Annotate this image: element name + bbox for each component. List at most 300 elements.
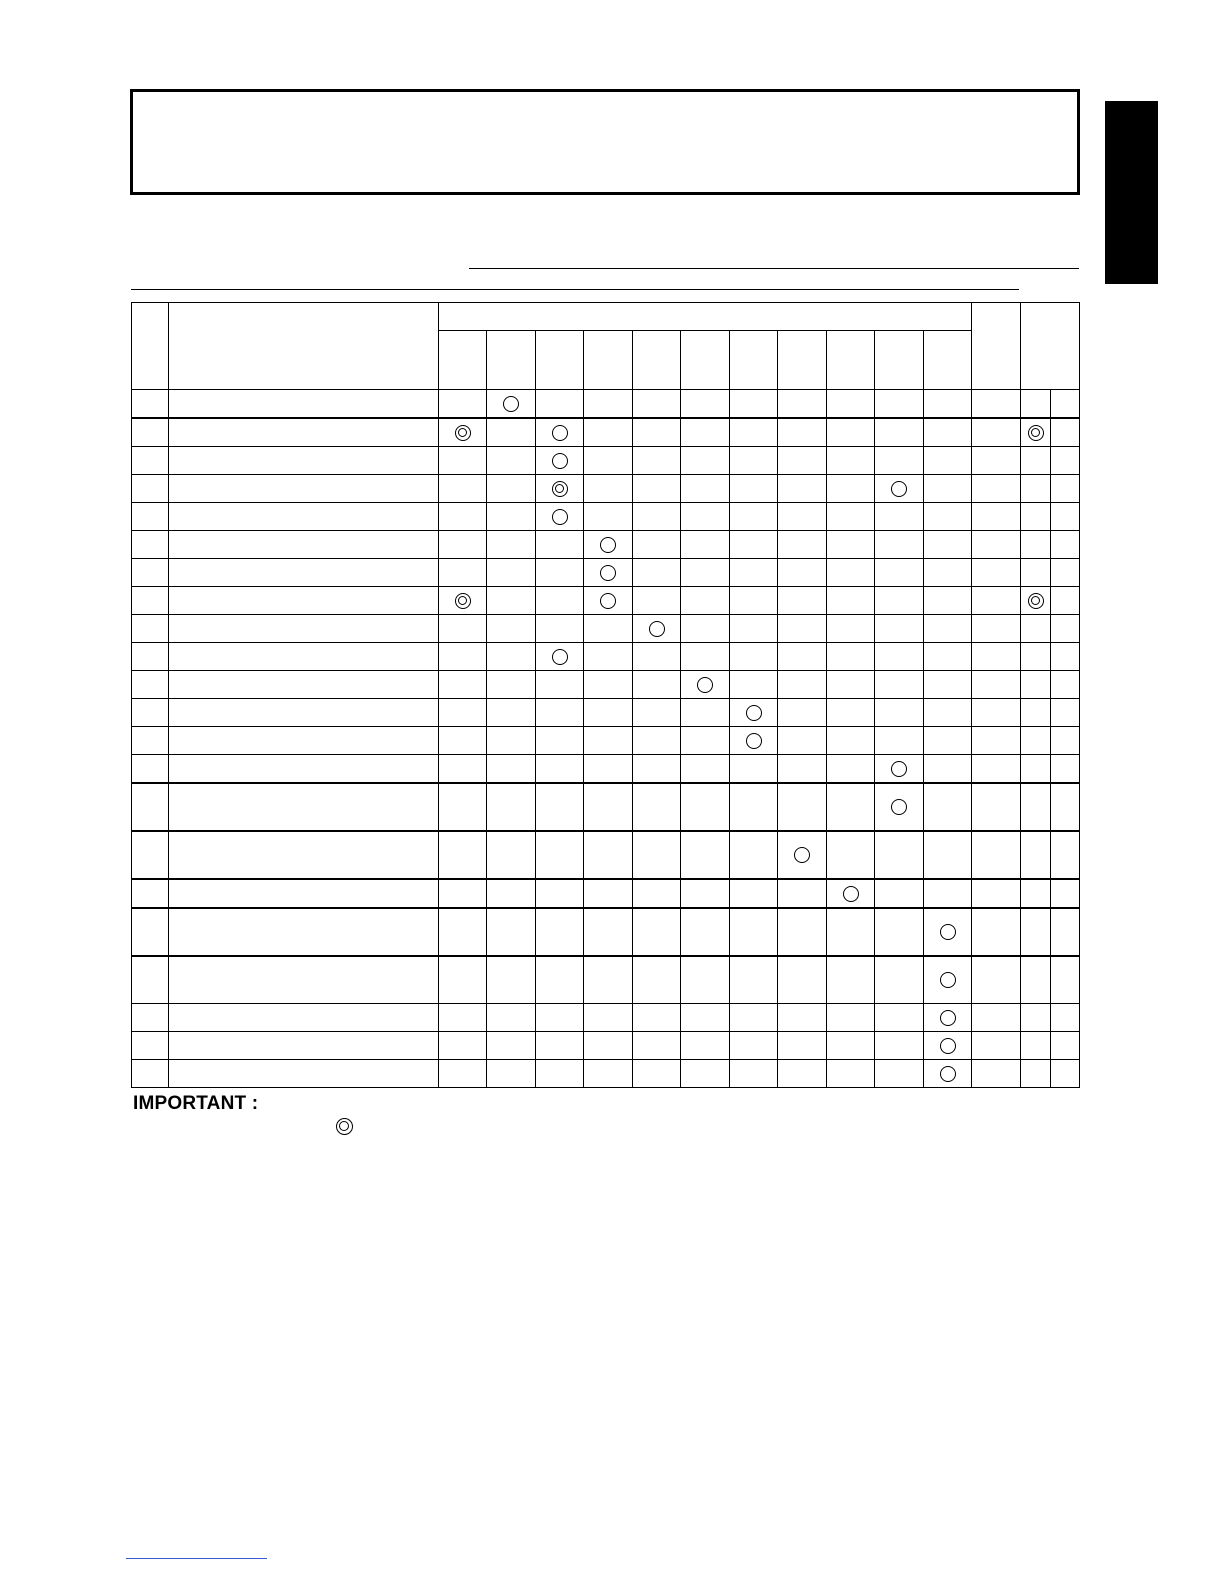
check-cell xyxy=(584,503,633,531)
check-cell xyxy=(536,643,584,671)
circle-icon xyxy=(552,425,568,441)
check-cell xyxy=(681,418,730,447)
check-cell xyxy=(439,956,487,1004)
check-cell xyxy=(439,418,487,447)
check-cell xyxy=(584,390,633,419)
row-item-cell xyxy=(169,587,439,615)
check-cell xyxy=(633,783,681,831)
check-cell xyxy=(633,531,681,559)
check-cell xyxy=(681,671,730,699)
check-cell xyxy=(1051,503,1080,531)
check-cell xyxy=(827,727,875,755)
circle-icon xyxy=(552,509,568,525)
check-cell xyxy=(487,1032,536,1060)
check-cell xyxy=(972,503,1021,531)
check-cell xyxy=(924,755,972,784)
check-cell xyxy=(730,956,778,1004)
check-cell xyxy=(633,727,681,755)
row-item-cell xyxy=(169,699,439,727)
row-number-cell xyxy=(132,755,169,784)
check-cell xyxy=(924,1004,972,1032)
table-header-row xyxy=(132,303,1080,331)
check-cell xyxy=(827,390,875,419)
check-cell xyxy=(439,1004,487,1032)
check-cell xyxy=(584,418,633,447)
row-number-cell xyxy=(132,783,169,831)
row-item-cell xyxy=(169,447,439,475)
check-cell xyxy=(681,908,730,956)
check-cell xyxy=(730,831,778,879)
check-cell xyxy=(778,879,827,908)
check-cell xyxy=(924,831,972,879)
check-cell xyxy=(827,671,875,699)
check-cell xyxy=(633,755,681,784)
check-cell xyxy=(972,559,1021,587)
check-cell xyxy=(778,559,827,587)
circle-icon xyxy=(746,733,762,749)
row-item-cell xyxy=(169,908,439,956)
check-cell xyxy=(536,956,584,1004)
check-cell xyxy=(924,908,972,956)
check-cell xyxy=(1051,879,1080,908)
check-cell xyxy=(487,1004,536,1032)
table-row xyxy=(132,559,1080,587)
table-row xyxy=(132,531,1080,559)
circle-icon xyxy=(600,537,616,553)
header-remarks-cell xyxy=(1021,303,1080,390)
row-item-cell xyxy=(169,390,439,419)
row-item-cell xyxy=(169,643,439,671)
double-circle-icon xyxy=(552,481,568,497)
circle-icon xyxy=(552,453,568,469)
check-cell xyxy=(730,531,778,559)
check-cell xyxy=(1051,831,1080,879)
check-cell xyxy=(924,1032,972,1060)
table-row xyxy=(132,418,1080,447)
check-cell xyxy=(1021,587,1051,615)
check-cell xyxy=(778,908,827,956)
check-cell xyxy=(972,390,1021,419)
check-cell xyxy=(584,475,633,503)
check-cell xyxy=(924,503,972,531)
check-cell xyxy=(536,908,584,956)
row-number-cell xyxy=(132,831,169,879)
header-item-cell xyxy=(169,303,439,390)
check-cell xyxy=(875,727,924,755)
check-cell xyxy=(487,671,536,699)
row-number-cell xyxy=(132,1060,169,1088)
check-cell xyxy=(827,908,875,956)
check-cell xyxy=(584,831,633,879)
table-row xyxy=(132,699,1080,727)
check-cell xyxy=(584,671,633,699)
row-item-cell xyxy=(169,783,439,831)
check-cell xyxy=(1051,643,1080,671)
check-cell xyxy=(633,1032,681,1060)
table-row xyxy=(132,390,1080,419)
check-cell xyxy=(633,503,681,531)
check-cell xyxy=(1021,390,1051,419)
check-cell xyxy=(633,643,681,671)
check-cell xyxy=(875,475,924,503)
check-cell xyxy=(972,615,1021,643)
check-cell xyxy=(827,1060,875,1088)
check-cell xyxy=(439,559,487,587)
check-cell xyxy=(972,956,1021,1004)
check-cell xyxy=(778,531,827,559)
circle-icon xyxy=(746,705,762,721)
row-item-cell xyxy=(169,879,439,908)
row-item-cell xyxy=(169,1060,439,1088)
check-cell xyxy=(730,390,778,419)
check-cell xyxy=(681,447,730,475)
circle-icon xyxy=(843,886,859,902)
check-cell xyxy=(972,643,1021,671)
check-cell xyxy=(827,755,875,784)
check-cell xyxy=(924,559,972,587)
check-cell xyxy=(681,1004,730,1032)
check-cell xyxy=(1021,418,1051,447)
check-cell xyxy=(633,1060,681,1088)
check-cell xyxy=(681,1060,730,1088)
row-item-cell xyxy=(169,559,439,587)
check-cell xyxy=(730,615,778,643)
check-cell xyxy=(536,418,584,447)
check-cell xyxy=(536,1004,584,1032)
check-cell xyxy=(924,643,972,671)
check-cell xyxy=(1051,418,1080,447)
check-cell xyxy=(924,418,972,447)
row-item-cell xyxy=(169,1004,439,1032)
check-cell xyxy=(681,956,730,1004)
check-cell xyxy=(875,447,924,475)
check-cell xyxy=(1021,1032,1051,1060)
double-circle-icon xyxy=(455,425,471,441)
row-item-cell xyxy=(169,615,439,643)
check-cell xyxy=(827,956,875,1004)
row-number-cell xyxy=(132,908,169,956)
check-cell xyxy=(924,783,972,831)
check-cell xyxy=(487,831,536,879)
check-cell xyxy=(827,699,875,727)
check-cell xyxy=(633,475,681,503)
table-row xyxy=(132,643,1080,671)
table-row xyxy=(132,879,1080,908)
double-circle-icon xyxy=(336,1118,353,1135)
check-cell xyxy=(584,879,633,908)
check-cell xyxy=(439,390,487,419)
row-number-cell xyxy=(132,559,169,587)
check-cell xyxy=(633,418,681,447)
check-cell xyxy=(1051,559,1080,587)
check-cell xyxy=(584,783,633,831)
check-cell xyxy=(439,615,487,643)
check-cell xyxy=(1021,531,1051,559)
circle-icon xyxy=(503,396,519,412)
row-number-cell xyxy=(132,699,169,727)
check-cell xyxy=(972,587,1021,615)
check-cell xyxy=(972,475,1021,503)
check-cell xyxy=(487,503,536,531)
check-cell xyxy=(1021,671,1051,699)
check-cell xyxy=(1021,755,1051,784)
circle-icon xyxy=(940,1066,956,1082)
check-cell xyxy=(439,475,487,503)
check-cell xyxy=(536,475,584,503)
check-cell xyxy=(1021,1060,1051,1088)
check-cell xyxy=(924,615,972,643)
check-cell xyxy=(1021,503,1051,531)
table-row xyxy=(132,783,1080,831)
check-cell xyxy=(1051,755,1080,784)
check-cell xyxy=(972,783,1021,831)
circle-icon xyxy=(940,1010,956,1026)
check-cell xyxy=(439,587,487,615)
check-cell xyxy=(875,1032,924,1060)
check-cell xyxy=(1021,956,1051,1004)
row-number-cell xyxy=(132,956,169,1004)
table-row xyxy=(132,727,1080,755)
check-cell xyxy=(633,390,681,419)
check-cell xyxy=(827,643,875,671)
row-number-cell xyxy=(132,475,169,503)
header-rule-long xyxy=(131,289,1019,290)
footer-link-rule xyxy=(126,1558,267,1559)
check-cell xyxy=(633,699,681,727)
check-cell xyxy=(827,475,875,503)
check-cell xyxy=(875,531,924,559)
circle-icon xyxy=(891,761,907,777)
check-cell xyxy=(633,615,681,643)
row-item-cell xyxy=(169,671,439,699)
check-cell xyxy=(536,531,584,559)
check-cell xyxy=(875,418,924,447)
check-cell xyxy=(681,879,730,908)
row-number-cell xyxy=(132,1004,169,1032)
check-cell xyxy=(1021,559,1051,587)
check-cell xyxy=(778,783,827,831)
circle-icon xyxy=(940,1038,956,1054)
check-cell xyxy=(681,699,730,727)
check-cell xyxy=(1021,615,1051,643)
check-cell xyxy=(584,699,633,727)
interval-header xyxy=(875,331,924,390)
check-cell xyxy=(827,1004,875,1032)
check-cell xyxy=(1021,475,1051,503)
check-cell xyxy=(1051,1060,1080,1088)
row-number-cell xyxy=(132,1032,169,1060)
check-cell xyxy=(1021,831,1051,879)
check-cell xyxy=(439,908,487,956)
check-cell xyxy=(875,755,924,784)
check-cell xyxy=(681,390,730,419)
check-cell xyxy=(972,447,1021,475)
check-cell xyxy=(536,615,584,643)
check-cell xyxy=(584,727,633,755)
check-cell xyxy=(439,831,487,879)
check-cell xyxy=(924,879,972,908)
circle-icon xyxy=(697,677,713,693)
header-rule-short xyxy=(469,268,1079,269)
check-cell xyxy=(1021,783,1051,831)
check-cell xyxy=(1021,643,1051,671)
check-cell xyxy=(487,447,536,475)
check-cell xyxy=(633,559,681,587)
check-cell xyxy=(1051,475,1080,503)
check-cell xyxy=(584,531,633,559)
table-row xyxy=(132,956,1080,1004)
interval-header xyxy=(827,331,875,390)
check-cell xyxy=(536,727,584,755)
check-cell xyxy=(1021,908,1051,956)
check-cell xyxy=(439,447,487,475)
check-cell xyxy=(487,643,536,671)
check-cell xyxy=(681,475,730,503)
check-cell xyxy=(487,418,536,447)
row-number-cell xyxy=(132,418,169,447)
check-cell xyxy=(778,475,827,503)
check-cell xyxy=(1051,956,1080,1004)
check-cell xyxy=(1051,671,1080,699)
check-cell xyxy=(778,418,827,447)
check-cell xyxy=(584,956,633,1004)
check-cell xyxy=(584,1032,633,1060)
check-cell xyxy=(924,475,972,503)
check-cell xyxy=(778,831,827,879)
check-cell xyxy=(487,908,536,956)
row-number-cell xyxy=(132,390,169,419)
interval-header xyxy=(924,331,972,390)
check-cell xyxy=(778,447,827,475)
check-cell xyxy=(487,475,536,503)
check-cell xyxy=(1051,783,1080,831)
check-cell xyxy=(584,447,633,475)
check-cell xyxy=(730,418,778,447)
check-cell xyxy=(875,956,924,1004)
check-cell xyxy=(487,879,536,908)
check-cell xyxy=(681,783,730,831)
check-cell xyxy=(584,587,633,615)
check-cell xyxy=(681,587,730,615)
check-cell xyxy=(1051,1032,1080,1060)
header-extra-cell xyxy=(972,303,1021,390)
check-cell xyxy=(827,447,875,475)
check-cell xyxy=(584,1060,633,1088)
check-cell xyxy=(633,587,681,615)
interval-header xyxy=(584,331,633,390)
check-cell xyxy=(633,956,681,1004)
check-cell xyxy=(536,831,584,879)
check-cell xyxy=(875,559,924,587)
check-cell xyxy=(730,908,778,956)
table-row xyxy=(132,475,1080,503)
maintenance-table xyxy=(131,302,1080,1088)
check-cell xyxy=(681,755,730,784)
check-cell xyxy=(633,447,681,475)
check-cell xyxy=(487,783,536,831)
check-cell xyxy=(1051,727,1080,755)
circle-icon xyxy=(940,972,956,988)
check-cell xyxy=(730,447,778,475)
check-cell xyxy=(1021,879,1051,908)
interval-header xyxy=(487,331,536,390)
interval-header xyxy=(681,331,730,390)
header-number-cell xyxy=(132,303,169,390)
check-cell xyxy=(536,447,584,475)
table-row xyxy=(132,587,1080,615)
table-row xyxy=(132,447,1080,475)
check-cell xyxy=(875,831,924,879)
check-cell xyxy=(584,908,633,956)
table-row xyxy=(132,755,1080,784)
check-cell xyxy=(439,727,487,755)
row-item-cell xyxy=(169,755,439,784)
check-cell xyxy=(681,727,730,755)
check-cell xyxy=(439,879,487,908)
check-cell xyxy=(972,1004,1021,1032)
table-row xyxy=(132,671,1080,699)
check-cell xyxy=(439,783,487,831)
check-cell xyxy=(778,1060,827,1088)
check-cell xyxy=(875,390,924,419)
check-cell xyxy=(681,1032,730,1060)
interval-header xyxy=(633,331,681,390)
important-heading: IMPORTANT : xyxy=(133,1093,259,1114)
table-row xyxy=(132,615,1080,643)
check-cell xyxy=(1021,727,1051,755)
row-item-cell xyxy=(169,956,439,1004)
check-cell xyxy=(972,671,1021,699)
check-cell xyxy=(875,908,924,956)
check-cell xyxy=(487,956,536,1004)
check-cell xyxy=(1051,1004,1080,1032)
check-cell xyxy=(972,908,1021,956)
table-row xyxy=(132,1032,1080,1060)
check-cell xyxy=(730,1060,778,1088)
check-cell xyxy=(730,727,778,755)
row-number-cell xyxy=(132,447,169,475)
row-item-cell xyxy=(169,418,439,447)
check-cell xyxy=(875,643,924,671)
check-cell xyxy=(827,531,875,559)
row-item-cell xyxy=(169,1032,439,1060)
interval-header xyxy=(536,331,584,390)
check-cell xyxy=(633,1004,681,1032)
double-circle-icon xyxy=(1028,425,1044,441)
circle-icon xyxy=(600,565,616,581)
check-cell xyxy=(536,699,584,727)
row-number-cell xyxy=(132,587,169,615)
check-cell xyxy=(924,390,972,419)
check-cell xyxy=(778,671,827,699)
table-row xyxy=(132,908,1080,956)
check-cell xyxy=(972,831,1021,879)
check-cell xyxy=(730,755,778,784)
row-number-cell xyxy=(132,879,169,908)
check-cell xyxy=(778,503,827,531)
check-cell xyxy=(584,615,633,643)
check-cell xyxy=(972,755,1021,784)
check-cell xyxy=(778,727,827,755)
check-cell xyxy=(972,1060,1021,1088)
row-item-cell xyxy=(169,475,439,503)
check-cell xyxy=(487,615,536,643)
interval-header xyxy=(778,331,827,390)
check-cell xyxy=(730,783,778,831)
check-cell xyxy=(972,727,1021,755)
check-cell xyxy=(778,699,827,727)
check-cell xyxy=(730,879,778,908)
